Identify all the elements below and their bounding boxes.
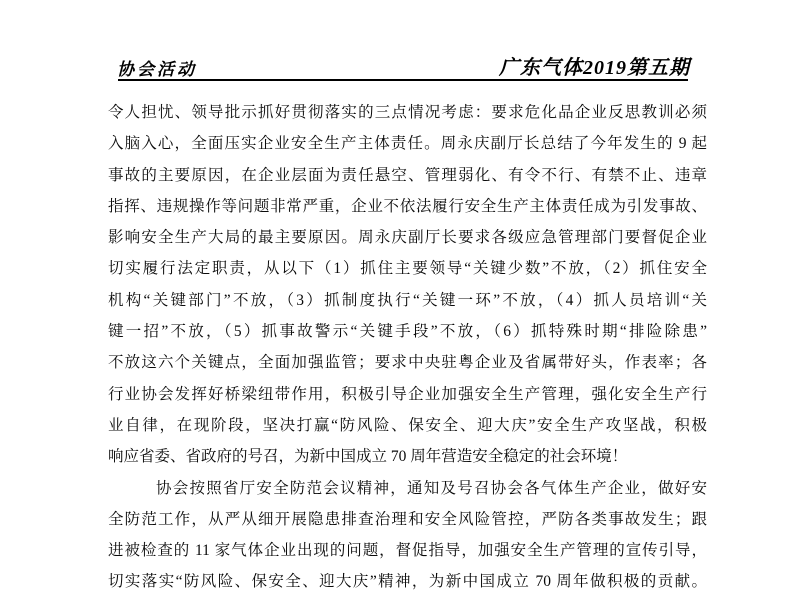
body-line: 事故的主要原因，在企业层面为责任悬空、管理弱化、有令不行、有禁不止、违章 [108,166,707,184]
body-line: 键一招”不放，（5）抓事故警示“关键手段”不放，（6）抓特殊时期“排险除患” [108,323,707,341]
header-rule [118,79,688,81]
body-line: 业自律，在现阶段，坚决打赢“防风险、保安全、迎大庆”安全生产攻坚战，积极 [108,416,707,434]
body-line: 行业协会发挥好桥梁纽带作用，积极引导企业加强安全生产管理，强化安全生产行 [108,385,707,403]
body-line: 协会按照省厅安全防范会议精神，通知及号召协会各气体生产企业，做好安 [156,479,707,497]
header-section-title: 协会活动 [117,60,197,79]
body-line: 入脑入心，全面压实企业安全生产主体责任。周永庆副厅长总结了今年发生的 9 起 [108,135,707,153]
body-line: 响应省委、省政府的号召，为新中国成立 70 周年营造安全稳定的社会环境！ [108,448,628,466]
body-line: 影响安全生产大局的最主要原因。周永庆副厅长要求各级应急管理部门要督促企业 [108,229,707,247]
body-line: 指挥、违规操作等问题非常严重，企业不依法履行安全生产主体责任成为引发事故、 [108,197,707,215]
body-line: 机构“关键部门”不放，（3）抓制度执行“关键一环”不放，（4）抓人员培训“关 [108,291,707,309]
header-issue-title: 广东气体2019第五期 [499,57,690,79]
body-line: 全防范工作，从严从细开展隐患排查治理和安全风险管控，严防各类事故发生；跟 [108,510,707,528]
body-line: 切实落实“防风险、保安全、迎大庆”精神，为新中国成立 70 周年做积极的贡献。 [108,573,707,591]
body-line: 切实履行法定职责，从以下（1）抓住主要领导“关键少数”不放，（2）抓住安全 [108,260,707,278]
body-line: 令人担忧、领导批示抓好贯彻落实的三点情况考虑：要求危化品企业反思教训必须 [108,104,707,121]
document-body [108,97,707,598]
body-line: 进被检查的 11 家气体企业出现的问题，督促指导，加强安全生产管理的宣传引导， [108,542,707,560]
body-line: 不放这六个关键点，全面加强监管；要求中央驻粤企业及省属带好头，作表率；各 [108,354,707,372]
